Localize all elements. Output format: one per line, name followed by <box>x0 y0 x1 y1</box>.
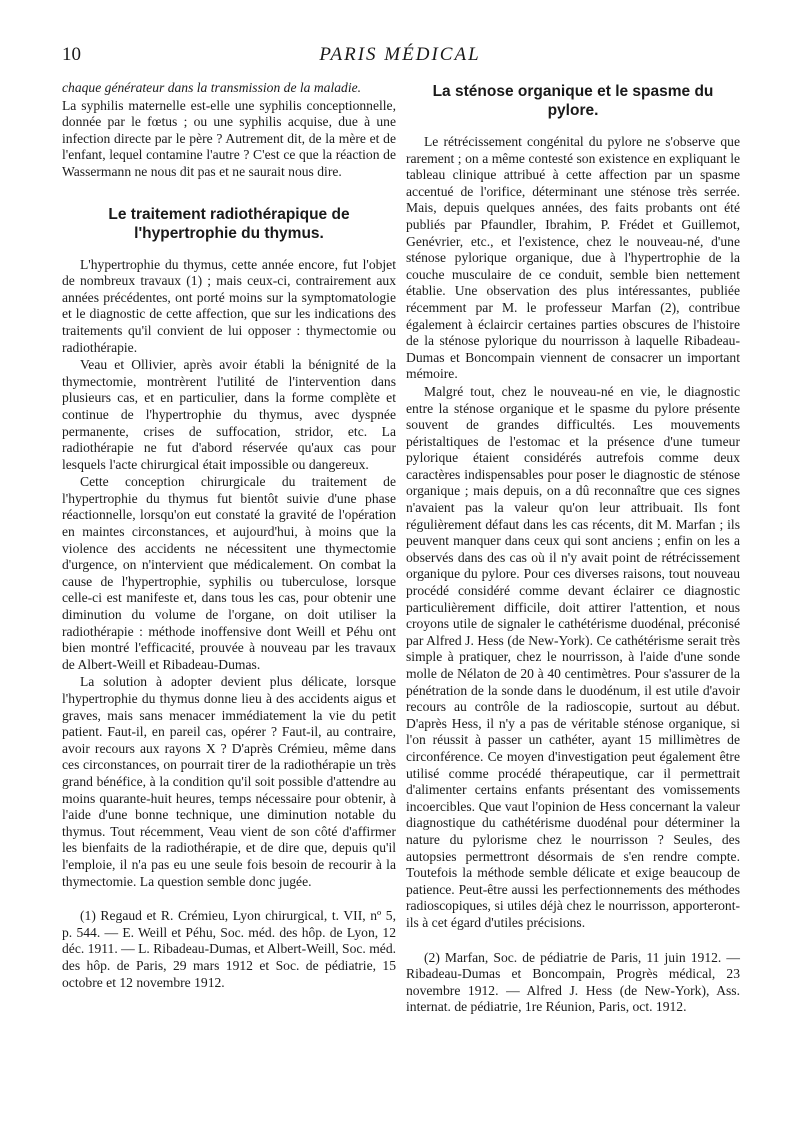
page-header <box>0 44 800 74</box>
footnote-block <box>406 950 740 1016</box>
paragraph: Cette conception chirurgicale du traitement de l'hypertrophie du thymus fut bientôt suivie d'une phase réactionnelle, lorsqu'on eut constaté la gravité de l'opération en maintes circonstances, et aujourd'hui, à moins que la violence des accidents ne nécessitent une thymectomie d'urgence, on n'intervient que médicalement. On combat la cause de l'hypertrophie, syphilis ou tuberculose, lorsque celle-ci est manifeste et, dans tous les cas, pour obtenir une diminution du volume de l'organe, on doit utiliser la radiothérapie : méthode inoffensive dont Weill et Péhu ont bien montré l'efficacité, prouvée à nouveau par les travaux de Albert-Weill et Ribadeau-Dumas. <box>62 474 396 672</box>
right-column <box>406 80 740 1016</box>
paragraph: La solution à adopter devient plus délicate, lorsque l'hypertrophie du thymus donne lieu à des accidents aigus et graves, mais sans menacer immédiatement la vie du petit patient. Faut-il, en pareil cas, opérer ? Faut-il, au contraire, avoir recours aux rayons X ? D'après Crémieu, même dans ces circonstances, on pourrait tirer de la radiothérapie un très grand bénéfice, à la condition qu'il soit possible d'attendre au moins quarante-huit heures, temps nécessaire pour obtenir, à l'aide d'une bonne technique, une diminution notable du thymus. Tout récemment, Veau vient de son côté d'affirmer les bienfaits de la radiothérapie, et de dire que, depuis qu'il l'emploie, il n'a pas eu une seule fois besoin de recourir à la thymectomie. La question semble donc jugée. <box>62 674 396 889</box>
section-title-thymus: Le traitement radiothérapique de l'hypertrophie du thymus. <box>108 205 350 242</box>
paragraph: Veau et Ollivier, après avoir établi la bénignité de la thymectomie, montrèrent l'utilité de l'intervention dans plusieurs cas, et en particulier, dans la forme complète et continue de l'hypertrophie du thymus, avec dyspnée permanente, crises de suffocation, stridor, etc. La radiothérapie ne fut d'abord réservée qu'aux cas pour lesquels l'acte chirurgical était impossible ou dangereux. <box>62 357 396 472</box>
section-title-pylore: La sténose organique et le spasme du pylore. <box>432 83 714 119</box>
journal-title: PARIS MÉDICAL <box>319 44 481 65</box>
footnote-block <box>62 908 396 991</box>
paragraph: chaque générateur dans la transmission de la maladie. <box>62 80 362 95</box>
footnote: (1) Regaud et R. Crémieu, Lyon chirurgical, t. VII, nº 5, p. 544. — E. Weill et Péhu, Soc. méd. des hôp. de Lyon, 12 déc. 1911. — L. Ribadeau-Dumas, et Albert-Weill, Soc. méd. des hôp. de Paris, 29 mars 1912 et Soc. de pédiatrie, 15 octobre et 12 novembre 1912. <box>62 908 397 990</box>
paragraph: L'hypertrophie du thymus, cette année encore, fut l'objet de nombreux travaux (1) ; mais ceux-ci, contrairement aux années précédentes, ont porté moins sur la symptomatologie et le diagnostic de cette affection, que sur les indications des traitements qu'il convient de lui opposer : thymectomie ou radiothérapie. <box>62 256 396 355</box>
left-column <box>62 80 396 991</box>
paragraph: Le rétrécissement congénital du pylore ne s'observe que rarement ; on a même contesté son existence en expliquant le tableau clinique attribué à cette affection par un spasme accentué de l'orifice, déterminant une sténose très serrée. Mais, depuis quelques années, des faits probants ont été publiés par Pfaundler, Ibrahim, P. Frédet et Guillemot, Genévrier, etc., et l'existence, chez le nouveau-né, d'une sténose pylorique organique, due à l'hypertrophie de la couche musculaire de ce conduit, semble bien nettement établie. Une observation des plus intéressantes, publiée récemment par M. le professeur Marfan (2), contribue également à éclaircir certaines parties obscures de l'histoire de la sténose pylorique du nourrisson à laquelle Ribadeau-Dumas et Boncompain viennent de consacrer un important mémoire. <box>406 134 740 382</box>
paragraph: La syphilis maternelle est-elle une syphilis conceptionnelle, donnée par le fœtus ; ou une syphilis acquise, due à une infection directe par le père ? Autrement dit, de la mère et de l'enfant, lequel contamine l'autre ? C'est ce que la réaction de Wassermann ne nous dit pas et ne saurait nous dire. <box>62 97 396 179</box>
paragraph: Malgré tout, chez le nouveau-né en vie, le diagnostic entre la sténose organique et le spasme du pylore présente souvent de grandes difficultés. Les mouvements péristaltiques de l'estomac et la présence d'une tumeur pylorique étaient considérés autrefois comme deux caractères indispensables pour poser le diagnostic de sténose organique ; mais depuis, on a dû reconnaître que ces signes n'avaient pas la valeur qu'on leur attribuait. Ils font régulièrement défaut dans les cas récents, dit M. Marfan ; ils peuvent manquer dans ceux qui sont anciens ; enfin on les a observés dans des cas où il n'y avait point de rétrécissement organique du pylore. Pour ces diverses raisons, tout nouveau procédé considéré comme devant éclairer ce diagnostic particulièrement difficile, doit attirer l'attention, et nous croyons utile de signaler le cathétérisme duodénal, préconisé par Alfred J. Hess (de New-York). Ce cathétérisme serait très simple à pratiquer, chez le nourrisson, à l'aide d'une sonde molle de Nélaton de 20 à 40 centimètres. Pour s'assurer de la pénétration de la sonde dans le duodénum, il est utile d'avoir recours au contrôle de la radioscopie, surtout au début. D'après Hess, il n'y a pas de véritable sténose organique, si l'on réussit à passer un cathéter, ayant 15 millimètres de circonférence. Ce moyen d'investigation peut également être utilisé comme procédé thérapeutique, car il permettrait d'alimenter certains enfants présentant des vomissements incoercibles. Que vaut l'opinion de Hess concernant la valeur diagnostique du cathétérisme duodénal pour déterminer la nature du pylorisme chez le nourrisson ? Seules, des autopsies permettront désormais de s'en rendre compte. Toutefois la méthode semble délicate et exige beaucoup de patience. Peut-être aussi les perfectionnements des méthodes radioscopiques, si utiles déjà chez le nourrisson, apporteront-ils à cet égard d'utiles précisions. <box>406 383 740 930</box>
page-number: 10 <box>62 44 81 65</box>
footnote: (2) Marfan, Soc. de pédiatrie de Paris, 11 juin 1912. — Ribadeau-Dumas et Boncompain, Progrès médical, 23 novembre 1912. — Alfred J. Hess (de New-York), Ass. internat. de pédiatrie, 1re Réunion, Paris, oct. 1912. <box>406 949 740 1015</box>
